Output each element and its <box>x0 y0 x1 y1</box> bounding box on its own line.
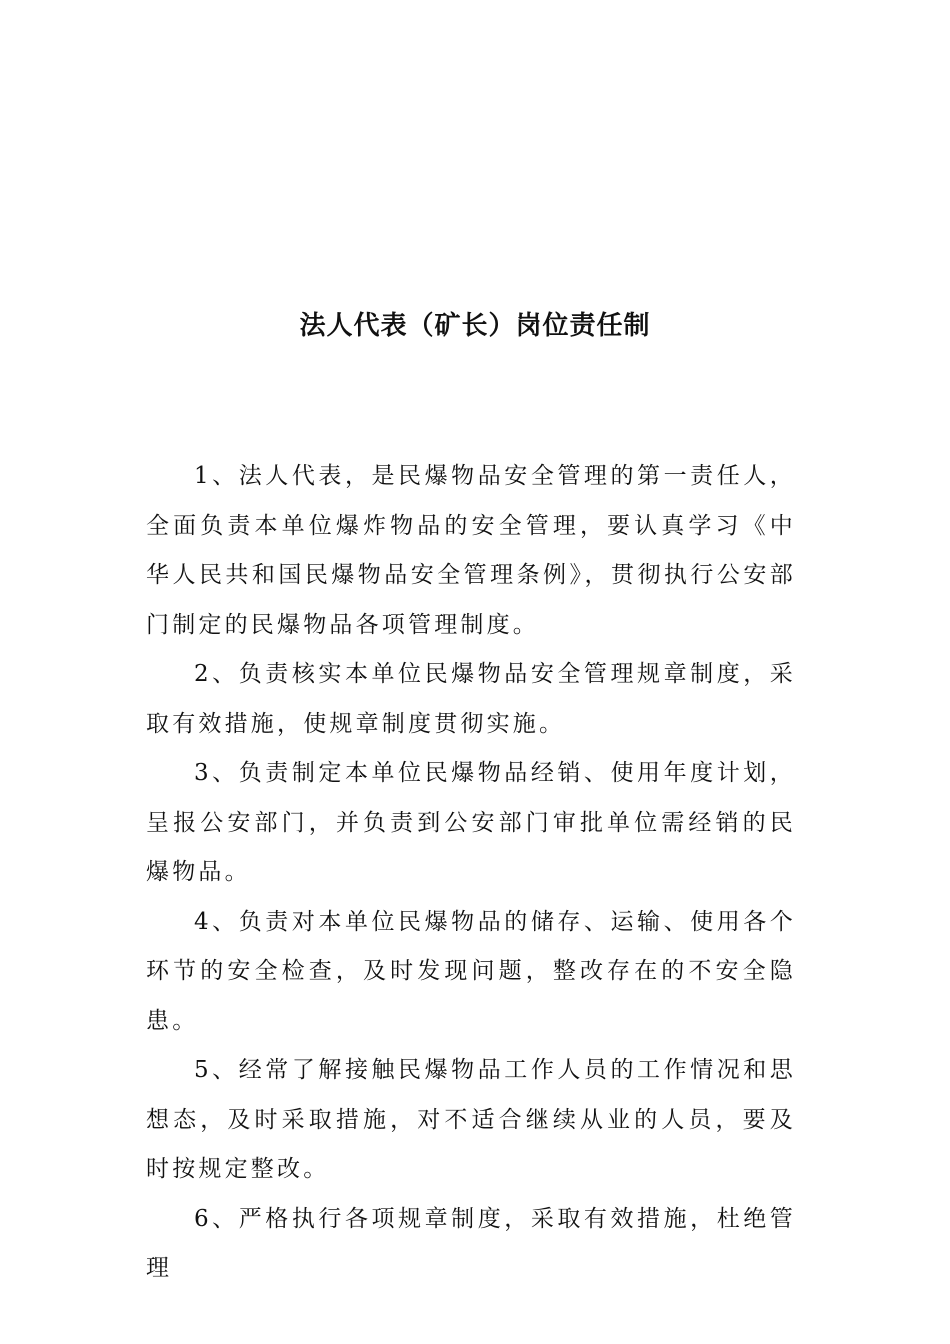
paragraph-5: 5、经常了解接触民爆物品工作人员的工作情况和思想态，及时采取措施，对不适合继续从业的人员，要及时按规定整改。 <box>146 1057 796 1182</box>
document-body <box>146 452 796 1294</box>
paragraph-6: 6、严格执行各项规章制度，采取有效措施，杜绝管理 <box>146 1205 796 1281</box>
document-title: 法人代表（矿长）岗位责任制 <box>299 311 651 341</box>
paragraph-3: 3、负责制定本单位民爆物品经销、使用年度计划，呈报公安部门，并负责到公安部门审批单位需经销的民爆物品。 <box>146 760 796 885</box>
paragraph-2: 2、负责核实本单位民爆物品安全管理规章制度，采取有效措施，使规章制度贯彻实施。 <box>146 661 796 737</box>
paragraph-1: 1、法人代表，是民爆物品安全管理的第一责任人，全面负责本单位爆炸物品的安全管理，要认真学习《中华人民共和国民爆物品安全管理条例》，贯彻执行公安部门制定的民爆物品各项管理制度。 <box>146 463 796 638</box>
paragraph-4: 4、负责对本单位民爆物品的储存、运输、使用各个环节的安全检查，及时发现问题，整改存在的不安全隐患。 <box>146 908 796 1034</box>
